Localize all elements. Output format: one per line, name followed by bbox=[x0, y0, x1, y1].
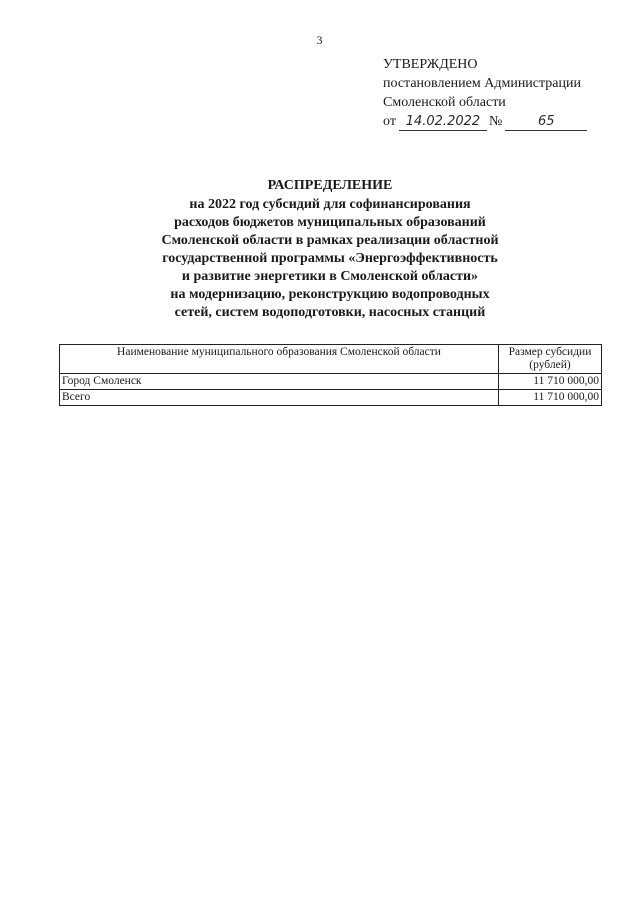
row-municipality: Город Смоленск bbox=[60, 374, 499, 390]
approval-date: 14.02.2022 bbox=[399, 114, 487, 131]
header-amount bbox=[499, 345, 602, 374]
approval-stamp bbox=[383, 55, 603, 131]
approval-number-label: № bbox=[488, 114, 503, 129]
header-amount-line-1: Размер субсидии bbox=[508, 346, 592, 358]
total-amount: 11 710 000,00 bbox=[499, 390, 602, 406]
title-line: и развитие энергетики в Смоленской области» bbox=[181, 269, 479, 284]
header-amount-line-2: (рублей) bbox=[529, 359, 571, 371]
subsidy-table bbox=[59, 344, 602, 406]
document-title bbox=[60, 177, 600, 322]
title-line: на модернизацию, реконструкцию водопроводных bbox=[170, 287, 490, 302]
approval-number: 65 bbox=[505, 114, 587, 131]
approval-line-1: постановлением Администрации bbox=[383, 76, 581, 91]
approval-from-label: от bbox=[383, 114, 396, 129]
page-number: 3 bbox=[316, 33, 323, 47]
header-municipality: Наименование муниципального образования Смоленской области bbox=[60, 345, 499, 374]
table-total-row bbox=[60, 390, 602, 406]
approval-heading: УТВЕРЖДЕНО bbox=[383, 57, 478, 72]
table-header-row bbox=[60, 345, 602, 374]
title-line: расходов бюджетов муниципальных образований bbox=[174, 215, 486, 230]
title-line: на 2022 год субсидий для софинансирования bbox=[189, 197, 471, 212]
title-line: государственной программы «Энергоэффективность bbox=[162, 251, 498, 266]
total-label: Всего bbox=[60, 390, 499, 406]
title-line: сетей, систем водоподготовки, насосных станций bbox=[174, 305, 486, 320]
row-amount: 11 710 000,00 bbox=[499, 374, 602, 390]
title-line: Смоленской области в рамках реализации областной bbox=[161, 233, 499, 248]
title-main: РАСПРЕДЕЛЕНИЕ bbox=[267, 178, 393, 193]
table-row bbox=[60, 374, 602, 390]
approval-date-line bbox=[383, 112, 603, 131]
approval-line-2: Смоленской области bbox=[383, 95, 506, 110]
